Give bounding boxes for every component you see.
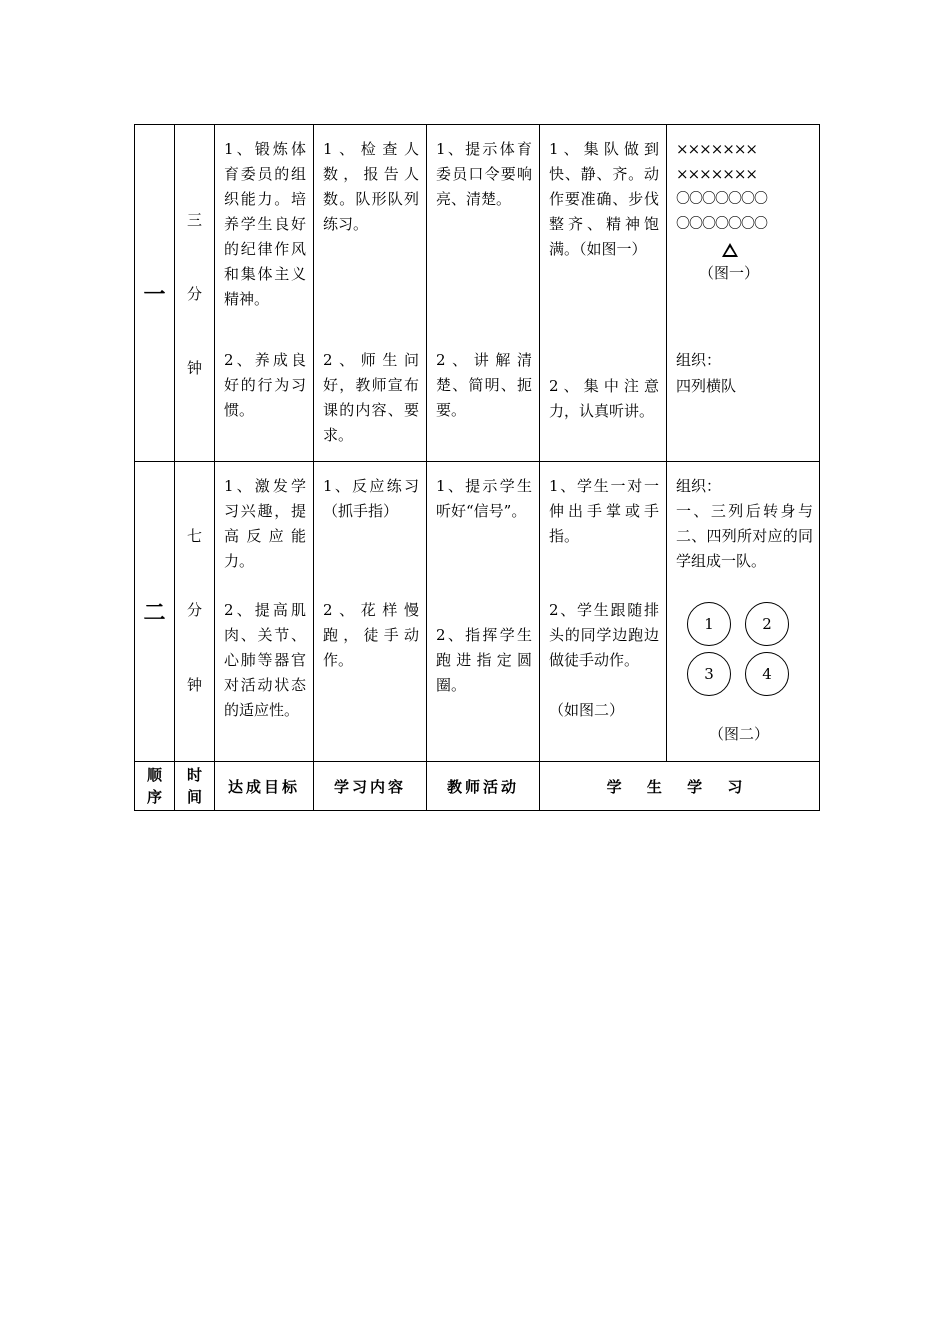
figure-caption: （图二） bbox=[709, 725, 770, 743]
formation-row: 〇〇〇〇〇〇〇 bbox=[676, 191, 767, 207]
group-circle: 2 bbox=[745, 602, 789, 646]
organization-text: 一、三列后转身与二、四列所对应的同学组成一队。 bbox=[676, 502, 813, 570]
time-cell bbox=[175, 462, 215, 762]
header-teacher: 教师活动 bbox=[427, 762, 540, 811]
teacher-text: 1、提示体育委员口令要响亮、清楚。 bbox=[436, 140, 532, 208]
student-text: 2、学生跟随排头的同学边跑边做徒手动作。 bbox=[549, 601, 659, 669]
time-char: 分 bbox=[186, 285, 202, 303]
figure-caption: （图一） bbox=[699, 264, 760, 282]
organization-cell bbox=[667, 125, 820, 462]
time-char: 钟 bbox=[186, 676, 202, 694]
goal-text: 2、提高肌肉、关节、心肺等器官对活动状态的适应性。 bbox=[224, 601, 306, 719]
goal-text: 1、锻炼体育委员的组织能力。培养学生良好的纪律作风和集体主义精神。 bbox=[224, 140, 306, 308]
content-text: 1、反应练习（抓手指） bbox=[323, 477, 419, 520]
group-circle: 1 bbox=[687, 602, 731, 646]
table-row bbox=[135, 462, 820, 762]
student-cell bbox=[540, 125, 667, 462]
student-text: 1、学生一对一伸出手掌或手指。 bbox=[549, 477, 659, 545]
teacher-cell bbox=[427, 462, 540, 762]
table-row bbox=[135, 125, 820, 462]
time-cell bbox=[175, 125, 215, 462]
sequence-cell: 二 bbox=[135, 462, 175, 762]
lesson-plan-table bbox=[134, 124, 820, 811]
student-text: 2、集中注意力，认真听讲。 bbox=[549, 377, 659, 420]
goals-cell bbox=[215, 462, 314, 762]
organization-label: 组织： bbox=[676, 477, 722, 495]
time-char: 七 bbox=[186, 527, 202, 545]
header-content: 学习内容 bbox=[314, 762, 427, 811]
content-text: 2、师生问好，教师宣布课的内容、要求。 bbox=[323, 351, 419, 444]
time-char: 三 bbox=[186, 211, 202, 229]
formation-row: ××××××× bbox=[676, 140, 757, 158]
group-circle: 4 bbox=[745, 652, 789, 696]
header-time bbox=[175, 762, 215, 811]
teacher-triangle-icon bbox=[722, 243, 738, 257]
content-cell bbox=[314, 462, 427, 762]
figure-reference: （如图二） bbox=[549, 701, 625, 719]
header-goals: 达成目标 bbox=[215, 762, 314, 811]
sequence-cell: 一 bbox=[135, 125, 175, 462]
time-char: 分 bbox=[186, 601, 202, 619]
goal-text: 2、养成良好的行为习惯。 bbox=[224, 351, 306, 419]
goal-text: 1、激发学习兴趣，提高反应能力。 bbox=[224, 477, 306, 570]
content-text: 1、检查人数，报告人数。队形队列练习。 bbox=[323, 140, 419, 233]
table-header-row bbox=[135, 762, 820, 811]
header-seq-text: 顺序 bbox=[147, 766, 163, 806]
header-time-text: 时间 bbox=[187, 766, 203, 806]
header-seq bbox=[135, 762, 175, 811]
student-text: 1、集队做到快、静、齐。动作要准确、步伐整齐、精神饱满。（如图一） bbox=[549, 140, 659, 258]
formation-row: ××××××× bbox=[676, 165, 757, 183]
goals-cell bbox=[215, 125, 314, 462]
teacher-cell bbox=[427, 125, 540, 462]
teacher-text: 1、提示学生听好“信号”。 bbox=[436, 477, 532, 520]
organization-cell bbox=[667, 462, 820, 762]
student-cell bbox=[540, 462, 667, 762]
formation-row: 〇〇〇〇〇〇〇 bbox=[676, 216, 767, 232]
header-student: 学 生 学 习 bbox=[540, 762, 820, 811]
teacher-text: 2、讲解清楚、简明、扼要。 bbox=[436, 351, 532, 419]
time-char: 钟 bbox=[186, 359, 202, 377]
content-cell bbox=[314, 125, 427, 462]
teacher-text: 2、指挥学生跑进指定圆圈。 bbox=[436, 626, 532, 694]
organization-label: 组织： bbox=[676, 351, 722, 369]
organization-text: 四列横队 bbox=[676, 377, 737, 395]
group-circle: 3 bbox=[687, 652, 731, 696]
content-text: 2、花样慢跑，徒手动作。 bbox=[323, 601, 419, 669]
